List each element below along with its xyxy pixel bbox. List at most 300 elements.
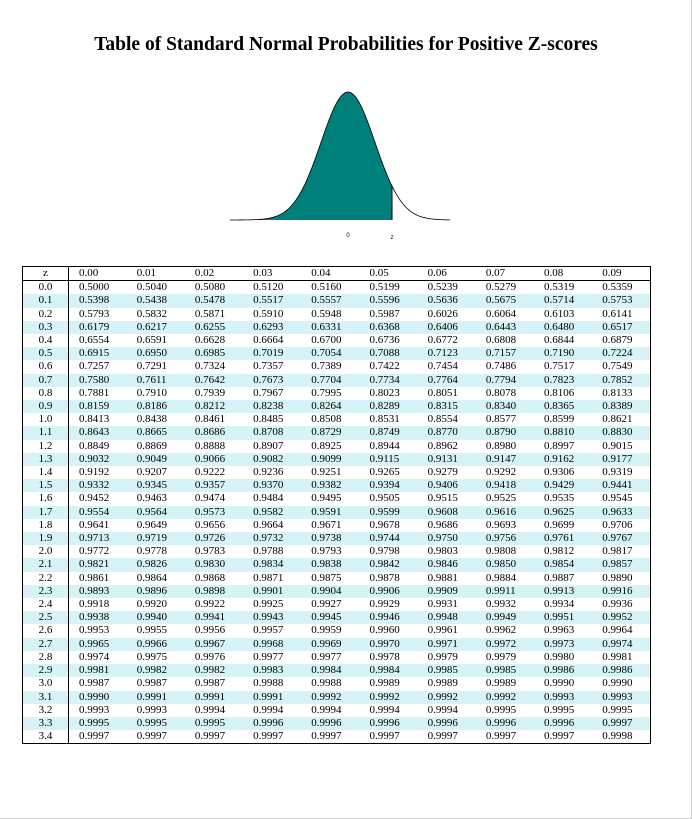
probability-cell: 0.8729 xyxy=(311,426,342,439)
probability-cell: 0.9881 xyxy=(427,571,458,584)
probability-cell: 0.8531 xyxy=(369,413,400,426)
probability-cell: 0.9906 xyxy=(369,584,400,597)
probability-cell: 0.9990 xyxy=(602,677,633,690)
probability-cell: 0.9943 xyxy=(253,611,284,624)
probability-cell: 0.8078 xyxy=(485,386,517,399)
probability-cell: 0.7054 xyxy=(311,347,342,360)
probability-cell: 0.9998 xyxy=(602,730,633,743)
probability-cell: 0.6406 xyxy=(427,320,458,333)
probability-cell: 0.9857 xyxy=(602,558,633,571)
probability-cell: 0.9965 xyxy=(79,637,110,650)
probability-cell: 0.8599 xyxy=(544,413,575,426)
probability-cell: 0.9991 xyxy=(194,690,226,703)
probability-cell: 0.6517 xyxy=(602,320,633,333)
probability-cell: 0.7995 xyxy=(311,386,342,399)
table-row xyxy=(23,545,651,558)
probability-cell: 0.7794 xyxy=(485,373,517,386)
probability-cell: 0.9842 xyxy=(369,558,400,571)
probability-cell: 0.5319 xyxy=(544,281,575,294)
table-row xyxy=(23,321,651,334)
probability-cell: 0.5517 xyxy=(253,294,284,307)
probability-cell: 0.9984 xyxy=(369,664,400,677)
probability-cell: 0.9838 xyxy=(311,558,342,571)
table-row xyxy=(23,651,651,664)
z-row-label: 3.1 xyxy=(23,691,69,704)
table-row xyxy=(23,387,651,400)
table-row xyxy=(23,334,651,347)
probability-cell: 0.5596 xyxy=(369,294,400,307)
probability-cell: 0.8023 xyxy=(369,386,400,399)
probability-cell: 0.9756 xyxy=(485,532,517,545)
probability-cell: 0.5120 xyxy=(253,281,284,294)
z-row-label: 2.6 xyxy=(23,624,69,637)
probability-cell: 0.9761 xyxy=(544,532,575,545)
z-column-header: z xyxy=(23,267,69,281)
probability-cell: 0.9817 xyxy=(602,545,633,558)
probability-cell: 0.9633 xyxy=(602,505,633,518)
z-row-label: 2.0 xyxy=(23,545,69,558)
probability-cell: 0.9505 xyxy=(369,492,400,505)
probability-cell: 0.9969 xyxy=(311,637,342,650)
probability-cell: 0.9989 xyxy=(427,677,458,690)
probability-cell: 0.9406 xyxy=(427,479,458,492)
probability-cell: 0.9962 xyxy=(485,624,517,637)
probability-cell: 0.9959 xyxy=(311,624,342,637)
probability-cell: 0.9744 xyxy=(369,532,400,545)
z-row-label: 1.1 xyxy=(23,426,69,439)
probability-cell: 0.9826 xyxy=(136,558,167,571)
probability-cell: 0.9981 xyxy=(79,664,110,677)
probability-cell: 0.9997 xyxy=(194,730,226,743)
z-row-label: 0.1 xyxy=(23,294,69,307)
probability-cell: 0.5910 xyxy=(253,307,284,320)
probability-cell: 0.9966 xyxy=(136,637,167,650)
table-row xyxy=(23,413,651,426)
probability-cell: 0.7852 xyxy=(602,373,633,386)
probability-cell: 0.9207 xyxy=(136,466,167,479)
probability-cell: 0.7224 xyxy=(602,347,633,360)
probability-cell: 0.9706 xyxy=(602,518,633,531)
probability-cell: 0.9976 xyxy=(194,650,226,663)
probability-cell: 0.9963 xyxy=(544,624,575,637)
probability-cell: 0.9878 xyxy=(369,571,400,584)
probability-cell: 0.5398 xyxy=(79,294,110,307)
probability-cell: 0.8830 xyxy=(602,426,633,439)
column-header: 0.02 xyxy=(194,267,215,279)
probability-cell: 0.7019 xyxy=(253,347,284,360)
probability-cell: 0.5871 xyxy=(194,307,226,320)
probability-cell: 0.9147 xyxy=(485,452,517,465)
probability-cell: 0.9988 xyxy=(311,677,342,690)
probability-cell: 0.8962 xyxy=(427,439,458,452)
probability-cell: 0.9931 xyxy=(427,598,458,611)
probability-cell: 0.8106 xyxy=(544,386,575,399)
probability-cell: 0.9997 xyxy=(253,730,284,743)
probability-cell: 0.9986 xyxy=(544,664,575,677)
probability-cell: 0.9131 xyxy=(427,452,458,465)
probability-cell: 0.8643 xyxy=(79,426,110,439)
table-row xyxy=(23,677,651,690)
probability-cell: 0.6772 xyxy=(427,334,458,347)
probability-cell: 0.8849 xyxy=(79,439,110,452)
probability-cell: 0.9994 xyxy=(194,703,226,716)
probability-cell: 0.9846 xyxy=(427,558,458,571)
probability-cell: 0.9992 xyxy=(485,690,517,703)
probability-cell: 0.8238 xyxy=(253,400,284,413)
probability-cell: 0.9554 xyxy=(79,505,110,518)
probability-cell: 0.9535 xyxy=(544,492,575,505)
z-row-label: 3.0 xyxy=(23,677,69,690)
probability-cell: 0.7454 xyxy=(427,360,458,373)
probability-cell: 0.8925 xyxy=(311,439,342,452)
probability-cell: 0.8749 xyxy=(369,426,400,439)
probability-cell: 0.9964 xyxy=(602,624,633,637)
probability-cell: 0.9997 xyxy=(602,716,633,729)
probability-cell: 0.9864 xyxy=(136,571,167,584)
z-row-label: 1.7 xyxy=(23,506,69,519)
probability-cell: 0.9994 xyxy=(311,703,342,716)
probability-cell: 0.5239 xyxy=(427,281,458,294)
probability-cell: 0.8708 xyxy=(253,426,284,439)
z-row-label: 1.9 xyxy=(23,532,69,545)
probability-cell: 0.7291 xyxy=(136,360,167,373)
z-row-label: 1.5 xyxy=(23,479,69,492)
probability-cell: 0.9222 xyxy=(194,466,226,479)
probability-cell: 0.6950 xyxy=(136,347,167,360)
probability-cell: 0.9977 xyxy=(311,650,342,663)
probability-cell: 0.5832 xyxy=(136,307,167,320)
probability-cell: 0.7422 xyxy=(369,360,400,373)
probability-cell: 0.8907 xyxy=(253,439,284,452)
probability-cell: 0.6103 xyxy=(544,307,575,320)
probability-cell: 0.7642 xyxy=(194,373,226,386)
shaded-area xyxy=(230,92,392,220)
probability-cell: 0.9997 xyxy=(485,730,517,743)
probability-cell: 0.5987 xyxy=(369,307,400,320)
table-row xyxy=(23,426,651,439)
probability-cell: 0.9429 xyxy=(544,479,575,492)
probability-cell: 0.6179 xyxy=(79,320,110,333)
probability-cell: 0.9955 xyxy=(136,624,167,637)
probability-cell: 0.9893 xyxy=(79,584,110,597)
table-row xyxy=(23,664,651,677)
probability-cell: 0.5478 xyxy=(194,294,226,307)
probability-cell: 0.9970 xyxy=(369,637,400,650)
z-row-label: 2.1 xyxy=(23,558,69,571)
probability-cell: 0.9991 xyxy=(136,690,167,703)
probability-cell: 0.9898 xyxy=(194,584,226,597)
probability-cell: 0.6915 xyxy=(79,347,110,360)
probability-cell: 0.9995 xyxy=(136,716,167,729)
probability-cell: 0.9974 xyxy=(602,637,633,650)
probability-cell: 0.9015 xyxy=(602,439,633,452)
table-row xyxy=(23,294,651,307)
probability-cell: 0.6368 xyxy=(369,320,400,333)
probability-cell: 0.9996 xyxy=(253,716,284,729)
probability-cell: 0.9987 xyxy=(194,677,226,690)
probability-cell: 0.9394 xyxy=(369,479,400,492)
probability-cell: 0.9945 xyxy=(311,611,342,624)
z-row-label: 2.8 xyxy=(23,651,69,664)
table-row xyxy=(23,466,651,479)
probability-cell: 0.7764 xyxy=(427,373,458,386)
table-row xyxy=(23,492,651,505)
mean-label: 0 xyxy=(346,233,350,239)
z-row-label: 2.7 xyxy=(23,638,69,651)
probability-cell: 0.7123 xyxy=(427,347,458,360)
probability-cell: 0.9767 xyxy=(602,532,633,545)
probability-cell: 0.9418 xyxy=(485,479,517,492)
probability-cell: 0.9861 xyxy=(79,571,110,584)
probability-cell: 0.7881 xyxy=(79,386,110,399)
probability-cell: 0.8980 xyxy=(485,439,517,452)
probability-cell: 0.9922 xyxy=(194,598,226,611)
probability-cell: 0.5557 xyxy=(311,294,342,307)
table-row xyxy=(23,479,651,492)
probability-cell: 0.9984 xyxy=(311,664,342,677)
probability-cell: 0.9830 xyxy=(194,558,226,571)
probability-cell: 0.8485 xyxy=(253,413,284,426)
probability-cell: 0.9901 xyxy=(253,584,284,597)
probability-cell: 0.8133 xyxy=(602,386,633,399)
probability-cell: 0.8461 xyxy=(194,413,226,426)
probability-cell: 0.8365 xyxy=(544,400,575,413)
probability-cell: 0.9991 xyxy=(253,690,284,703)
probability-cell: 0.9099 xyxy=(311,452,342,465)
probability-cell: 0.9956 xyxy=(194,624,226,637)
probability-cell: 0.9909 xyxy=(427,584,458,597)
probability-cell: 0.9994 xyxy=(369,703,400,716)
probability-cell: 0.9292 xyxy=(485,466,517,479)
probability-cell: 0.9946 xyxy=(369,611,400,624)
probability-cell: 0.9545 xyxy=(602,492,633,505)
z-row-label: 1.6 xyxy=(23,492,69,505)
probability-cell: 0.9082 xyxy=(253,452,284,465)
probability-cell: 0.9992 xyxy=(427,690,458,703)
probability-cell: 0.5636 xyxy=(427,294,458,307)
probability-cell: 0.9987 xyxy=(136,677,167,690)
column-header: 0.04 xyxy=(311,267,331,279)
probability-cell: 0.7939 xyxy=(194,386,226,399)
probability-cell: 0.6700 xyxy=(311,334,342,347)
probability-cell: 0.9972 xyxy=(485,637,517,650)
probability-cell: 0.9738 xyxy=(311,532,342,545)
probability-cell: 0.6064 xyxy=(485,307,517,320)
probability-cell: 0.9992 xyxy=(311,690,342,703)
probability-cell: 0.9996 xyxy=(485,716,517,729)
probability-cell: 0.6217 xyxy=(136,320,167,333)
probability-cell: 0.9952 xyxy=(602,611,633,624)
probability-cell: 0.9986 xyxy=(602,664,633,677)
z-row-label: 2.3 xyxy=(23,585,69,598)
probability-cell: 0.8438 xyxy=(136,413,167,426)
probability-cell: 0.6255 xyxy=(194,320,226,333)
probability-cell: 0.8577 xyxy=(485,413,517,426)
probability-cell: 0.9929 xyxy=(369,598,400,611)
probability-cell: 0.9382 xyxy=(311,479,342,492)
probability-cell: 0.9625 xyxy=(544,505,575,518)
table-row xyxy=(23,585,651,598)
probability-cell: 0.9452 xyxy=(79,492,110,505)
probability-cell: 0.9686 xyxy=(427,518,458,531)
z-table xyxy=(22,266,651,744)
probability-cell: 0.6844 xyxy=(544,334,575,347)
column-header: 0.06 xyxy=(427,267,447,279)
probability-cell: 0.9713 xyxy=(79,532,110,545)
probability-cell: 0.9192 xyxy=(79,466,110,479)
probability-cell: 0.9979 xyxy=(427,650,458,663)
probability-cell: 0.8997 xyxy=(544,439,575,452)
probability-cell: 0.8770 xyxy=(427,426,458,439)
probability-cell: 0.9573 xyxy=(194,505,226,518)
probability-cell: 0.8554 xyxy=(427,413,458,426)
probability-cell: 0.9656 xyxy=(194,518,226,531)
probability-cell: 0.7704 xyxy=(311,373,342,386)
probability-cell: 0.9251 xyxy=(311,466,342,479)
probability-cell: 0.9995 xyxy=(602,703,633,716)
probability-cell: 0.9997 xyxy=(369,730,400,743)
probability-cell: 0.5160 xyxy=(311,281,342,294)
probability-cell: 0.9940 xyxy=(136,611,167,624)
probability-cell: 0.9641 xyxy=(79,518,110,531)
table-row xyxy=(23,717,651,730)
table-row xyxy=(23,374,651,387)
probability-cell: 0.9798 xyxy=(369,545,400,558)
table-row xyxy=(23,519,651,532)
probability-cell: 0.9911 xyxy=(485,584,516,597)
probability-cell: 0.9884 xyxy=(485,571,517,584)
probability-cell: 0.9978 xyxy=(369,650,400,663)
probability-cell: 0.9995 xyxy=(544,703,575,716)
table-row xyxy=(23,624,651,637)
probability-cell: 0.8212 xyxy=(194,400,226,413)
probability-cell: 0.8621 xyxy=(602,413,633,426)
probability-cell: 0.9996 xyxy=(544,716,575,729)
probability-cell: 0.7549 xyxy=(602,360,633,373)
probability-cell: 0.5359 xyxy=(602,281,633,294)
probability-cell: 0.7967 xyxy=(253,386,284,399)
probability-cell: 0.9995 xyxy=(79,716,110,729)
probability-cell: 0.9664 xyxy=(253,518,284,531)
table-row xyxy=(23,730,651,744)
probability-cell: 0.9890 xyxy=(602,571,633,584)
probability-cell: 0.8389 xyxy=(602,400,633,413)
probability-cell: 0.9236 xyxy=(253,466,284,479)
probability-cell: 0.7257 xyxy=(79,360,110,373)
z-row-label: 0.6 xyxy=(23,360,69,373)
probability-cell: 0.9854 xyxy=(544,558,575,571)
probability-cell: 0.6985 xyxy=(194,347,226,360)
probability-cell: 0.7324 xyxy=(194,360,226,373)
probability-cell: 0.9913 xyxy=(544,584,575,597)
probability-cell: 0.9997 xyxy=(79,730,110,743)
probability-cell: 0.9993 xyxy=(79,703,110,716)
probability-cell: 0.9306 xyxy=(544,466,575,479)
probability-cell: 0.9750 xyxy=(427,532,458,545)
probability-cell: 0.5199 xyxy=(369,281,400,294)
probability-cell: 0.9938 xyxy=(79,611,110,624)
probability-cell: 0.6554 xyxy=(79,334,110,347)
z-row-label: 0.5 xyxy=(23,347,69,360)
probability-cell: 0.9772 xyxy=(79,545,110,558)
z-row-label: 2.4 xyxy=(23,598,69,611)
probability-cell: 0.9616 xyxy=(485,505,517,518)
probability-cell: 0.9515 xyxy=(427,492,458,505)
probability-cell: 0.6879 xyxy=(602,334,633,347)
probability-cell: 0.7910 xyxy=(136,386,167,399)
probability-cell: 0.5714 xyxy=(544,294,575,307)
z-row-label: 2.2 xyxy=(23,572,69,585)
probability-cell: 0.9162 xyxy=(544,452,575,465)
probability-cell: 0.9985 xyxy=(485,664,517,677)
probability-cell: 0.9803 xyxy=(427,545,458,558)
table-row xyxy=(23,638,651,651)
probability-cell: 0.9953 xyxy=(79,624,110,637)
probability-cell: 0.9049 xyxy=(136,452,167,465)
probability-cell: 0.5793 xyxy=(79,307,110,320)
probability-cell: 0.9979 xyxy=(485,650,517,663)
probability-cell: 0.9370 xyxy=(253,479,284,492)
probability-cell: 0.9982 xyxy=(136,664,167,677)
z-row-label: 0.8 xyxy=(23,387,69,400)
probability-cell: 0.9995 xyxy=(485,703,517,716)
probability-cell: 0.7357 xyxy=(253,360,284,373)
table-row xyxy=(23,400,651,413)
probability-cell: 0.9936 xyxy=(602,598,633,611)
probability-cell: 0.6443 xyxy=(485,320,517,333)
probability-cell: 0.9941 xyxy=(194,611,226,624)
probability-cell: 0.6808 xyxy=(485,334,517,347)
probability-cell: 0.9896 xyxy=(136,584,167,597)
probability-cell: 0.9608 xyxy=(427,505,458,518)
probability-cell: 0.9974 xyxy=(79,650,110,663)
probability-cell: 0.9332 xyxy=(79,479,110,492)
z-row-label: 1.4 xyxy=(23,466,69,479)
z-row-label: 0.7 xyxy=(23,374,69,387)
z-row-label: 3.3 xyxy=(23,717,69,730)
probability-cell: 0.9678 xyxy=(369,518,400,531)
probability-cell: 0.7823 xyxy=(544,373,575,386)
probability-cell: 0.9871 xyxy=(253,571,284,584)
column-header: 0.08 xyxy=(544,267,564,279)
probability-cell: 0.9850 xyxy=(485,558,517,571)
probability-cell: 0.9951 xyxy=(544,611,575,624)
probability-cell: 0.9319 xyxy=(602,466,633,479)
probability-cell: 0.9357 xyxy=(194,479,226,492)
probability-cell: 0.9918 xyxy=(79,598,110,611)
normal-curve-figure xyxy=(200,72,480,247)
probability-cell: 0.9997 xyxy=(136,730,167,743)
probability-cell: 0.9474 xyxy=(194,492,226,505)
probability-cell: 0.9463 xyxy=(136,492,167,505)
z-row-label: 1.0 xyxy=(23,413,69,426)
probability-cell: 0.9495 xyxy=(311,492,342,505)
probability-cell: 0.9279 xyxy=(427,466,458,479)
probability-cell: 0.9834 xyxy=(253,558,284,571)
probability-cell: 0.6026 xyxy=(427,307,458,320)
z-row-label: 0.4 xyxy=(23,334,69,347)
table-header-row xyxy=(23,267,651,281)
probability-cell: 0.9997 xyxy=(427,730,458,743)
probability-cell: 0.9793 xyxy=(311,545,342,558)
probability-cell: 0.6628 xyxy=(194,334,226,347)
probability-cell: 0.9993 xyxy=(602,690,633,703)
probability-cell: 0.9980 xyxy=(544,650,575,663)
table-row xyxy=(23,506,651,519)
probability-cell: 0.9699 xyxy=(544,518,575,531)
z-row-label: 2.9 xyxy=(23,664,69,677)
probability-cell: 0.8051 xyxy=(427,386,458,399)
